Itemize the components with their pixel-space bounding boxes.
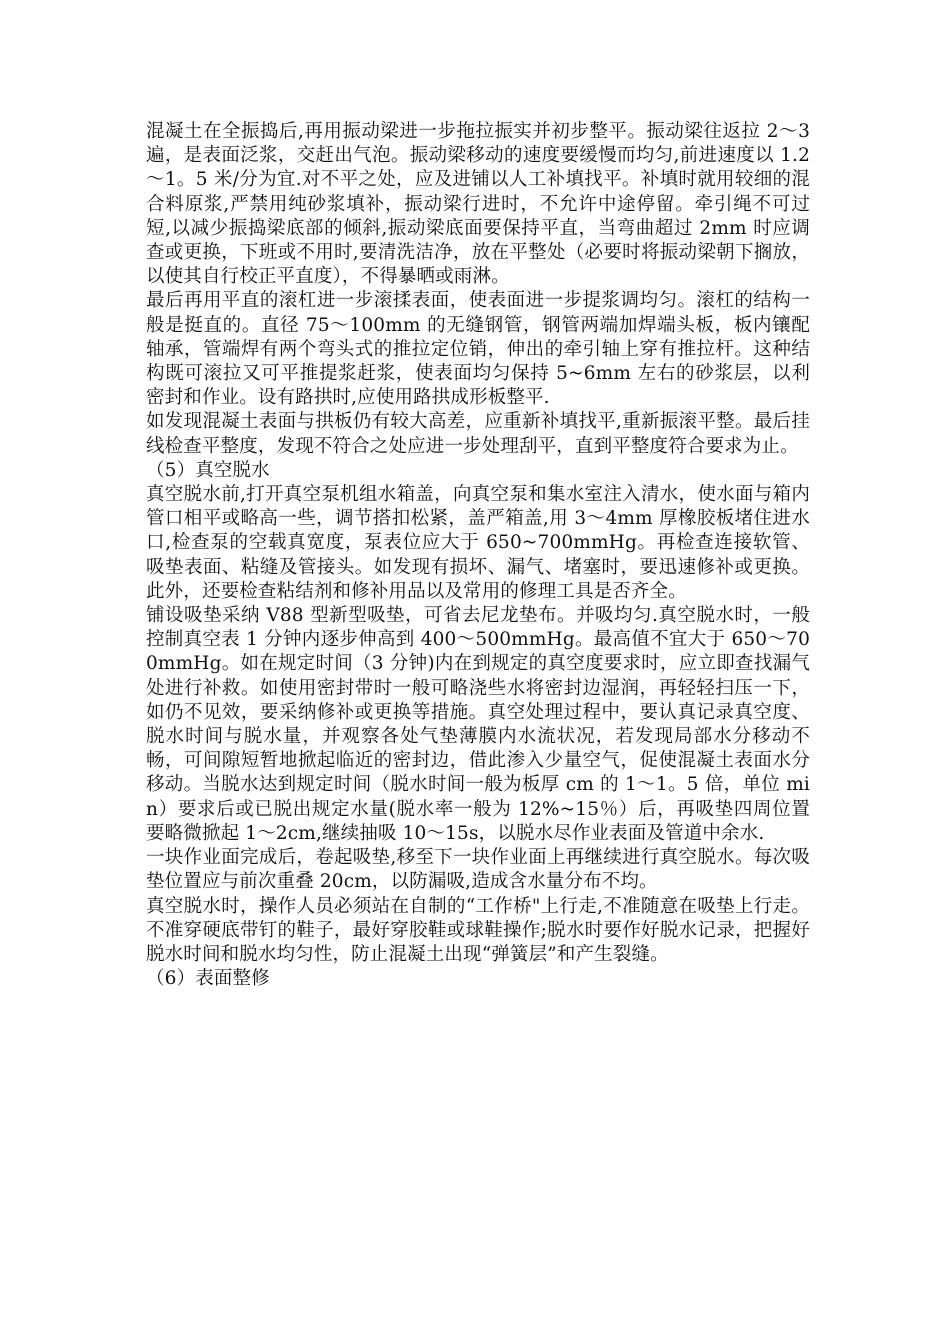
- section-heading-surface-finishing: （6）表面整修: [146, 968, 270, 990]
- paragraph-next-work-surface: 一块作业面完成后，卷起吸垫,移至下一块作业面上再继续进行真空脱水。每次吸垫位置应与前次重叠 20cm，以防漏吸,造成含水量分布不均。: [146, 847, 810, 893]
- document-body: [146, 120, 810, 991]
- section-heading-vacuum-dewatering: （5）真空脱水: [146, 459, 270, 481]
- paragraph-suction-pad: 铺设吸垫采纳 V88 型新型吸垫，可省去尼龙垫布。并吸均匀.真空脱水时，一般控制真空表 1 分钟内逐步伸高到 400～500mmHg。最高值不宜大于 650～700mmHg。如在规定时间（3 分钟)内在到规定的真空度要求时，应立即查找漏气处进行补救。如使用密封带时一般可略浇些水将密封边湿润，再轻轻扫压一下，如仍不见效，要采纳修补或更换等措施。真空处理过程中，要认真记录真空度、脱水时间与脱水量，并观察各处气垫薄膜内水流状况，若发现局部水分移动不畅，可间隙短暂地掀起临近的密封边，借此渗入少量空气，促使混凝土表面水分移动。当脱水达到规定时间（脱水时间一般为板厚 cm 的 1～1。5 倍，单位 min）要求后或已脱出规定水量(脱水率一般为 12%~15％）后，再吸垫四周位置要略微掀起 1～2cm,继续抽吸 10～15s，以脱水尽作业表面及管道中余水.: [146, 605, 810, 844]
- paragraph-operator-safety: 真空脱水时，操作人员必须站在自制的“工作桥"上行走,不准随意在吸垫上行走。不准穿硬底带钉的鞋子，最好穿胶鞋或球鞋操作;脱水时要作好脱水记录，把握好脱水时间和脱水均匀性，防止混凝土出现“弹簧层”和产生裂缝。: [146, 895, 810, 965]
- paragraph-vibrating-beam: 混凝土在全振捣后,再用振动梁进一步拖拉振实并初步整平。振动梁往返拉 2～3 遍，是表面泛浆，交赶出气泡。振动梁移动的速度要缓慢而均匀,前进速度以 1.2～1。5 米/分为宜.对不平之处，应及进铺以人工补填找平。补填时就用较细的混合料原浆,严禁用纯砂浆填补，振动梁行进时，不允许中途停留。牵引绳不可过短,以减少振捣梁底部的倾斜,振动梁底面要保持平直，当弯曲超过 2mm 时应调查或更换，下班或不用时,要清洗洁净，放在平整处（必要时将振动梁朝下搁放，以使其自行校正平直度），不得暴晒或雨淋。: [146, 121, 810, 288]
- paragraph-roller-bar: 最后再用平直的滚杠进一步滚揉表面，使表面进一步提浆调均匀。滚杠的结构一般是挺直的。直径 75～100mm 的无缝钢管，钢管两端加焊端头板，板内镶配轴承，管端焊有两个弯头式的推拉定位销，伸出的牵引轴上穿有推拉杆。这种结构既可滚拉又可平推提浆赶浆，使表面均匀保持 5~6mm 左右的砂浆层，以利密封和作业。设有路拱时,应使用路拱成形板整平.: [146, 290, 810, 409]
- paragraph-vacuum-prep: 真空脱水前,打开真空泵机组水箱盖，向真空泵和集水室注入清水，使水面与箱内管口相平或略高一些，调节搭扣松紧，盖严箱盖,用 3～4mm 厚橡胶板堵住进水口,检查泵的空载真宽度，泵表位应大于 650~700mmHg。再检查连接软管、吸垫表面、粘缝及管接头。如发现有损坏、漏气、堵塞时，要迅速修补或更换。此外，还要检查粘结剂和修补用品以及常用的修理工具是否齐全。: [146, 484, 810, 602]
- paragraph-height-check: 如发现混凝土表面与拱板仍有较大高差，应重新补填找平,重新振滚平整。最后挂线检查平整度，发现不符合之处应进一步处理刮平，直到平整度符合要求为止。: [146, 411, 810, 457]
